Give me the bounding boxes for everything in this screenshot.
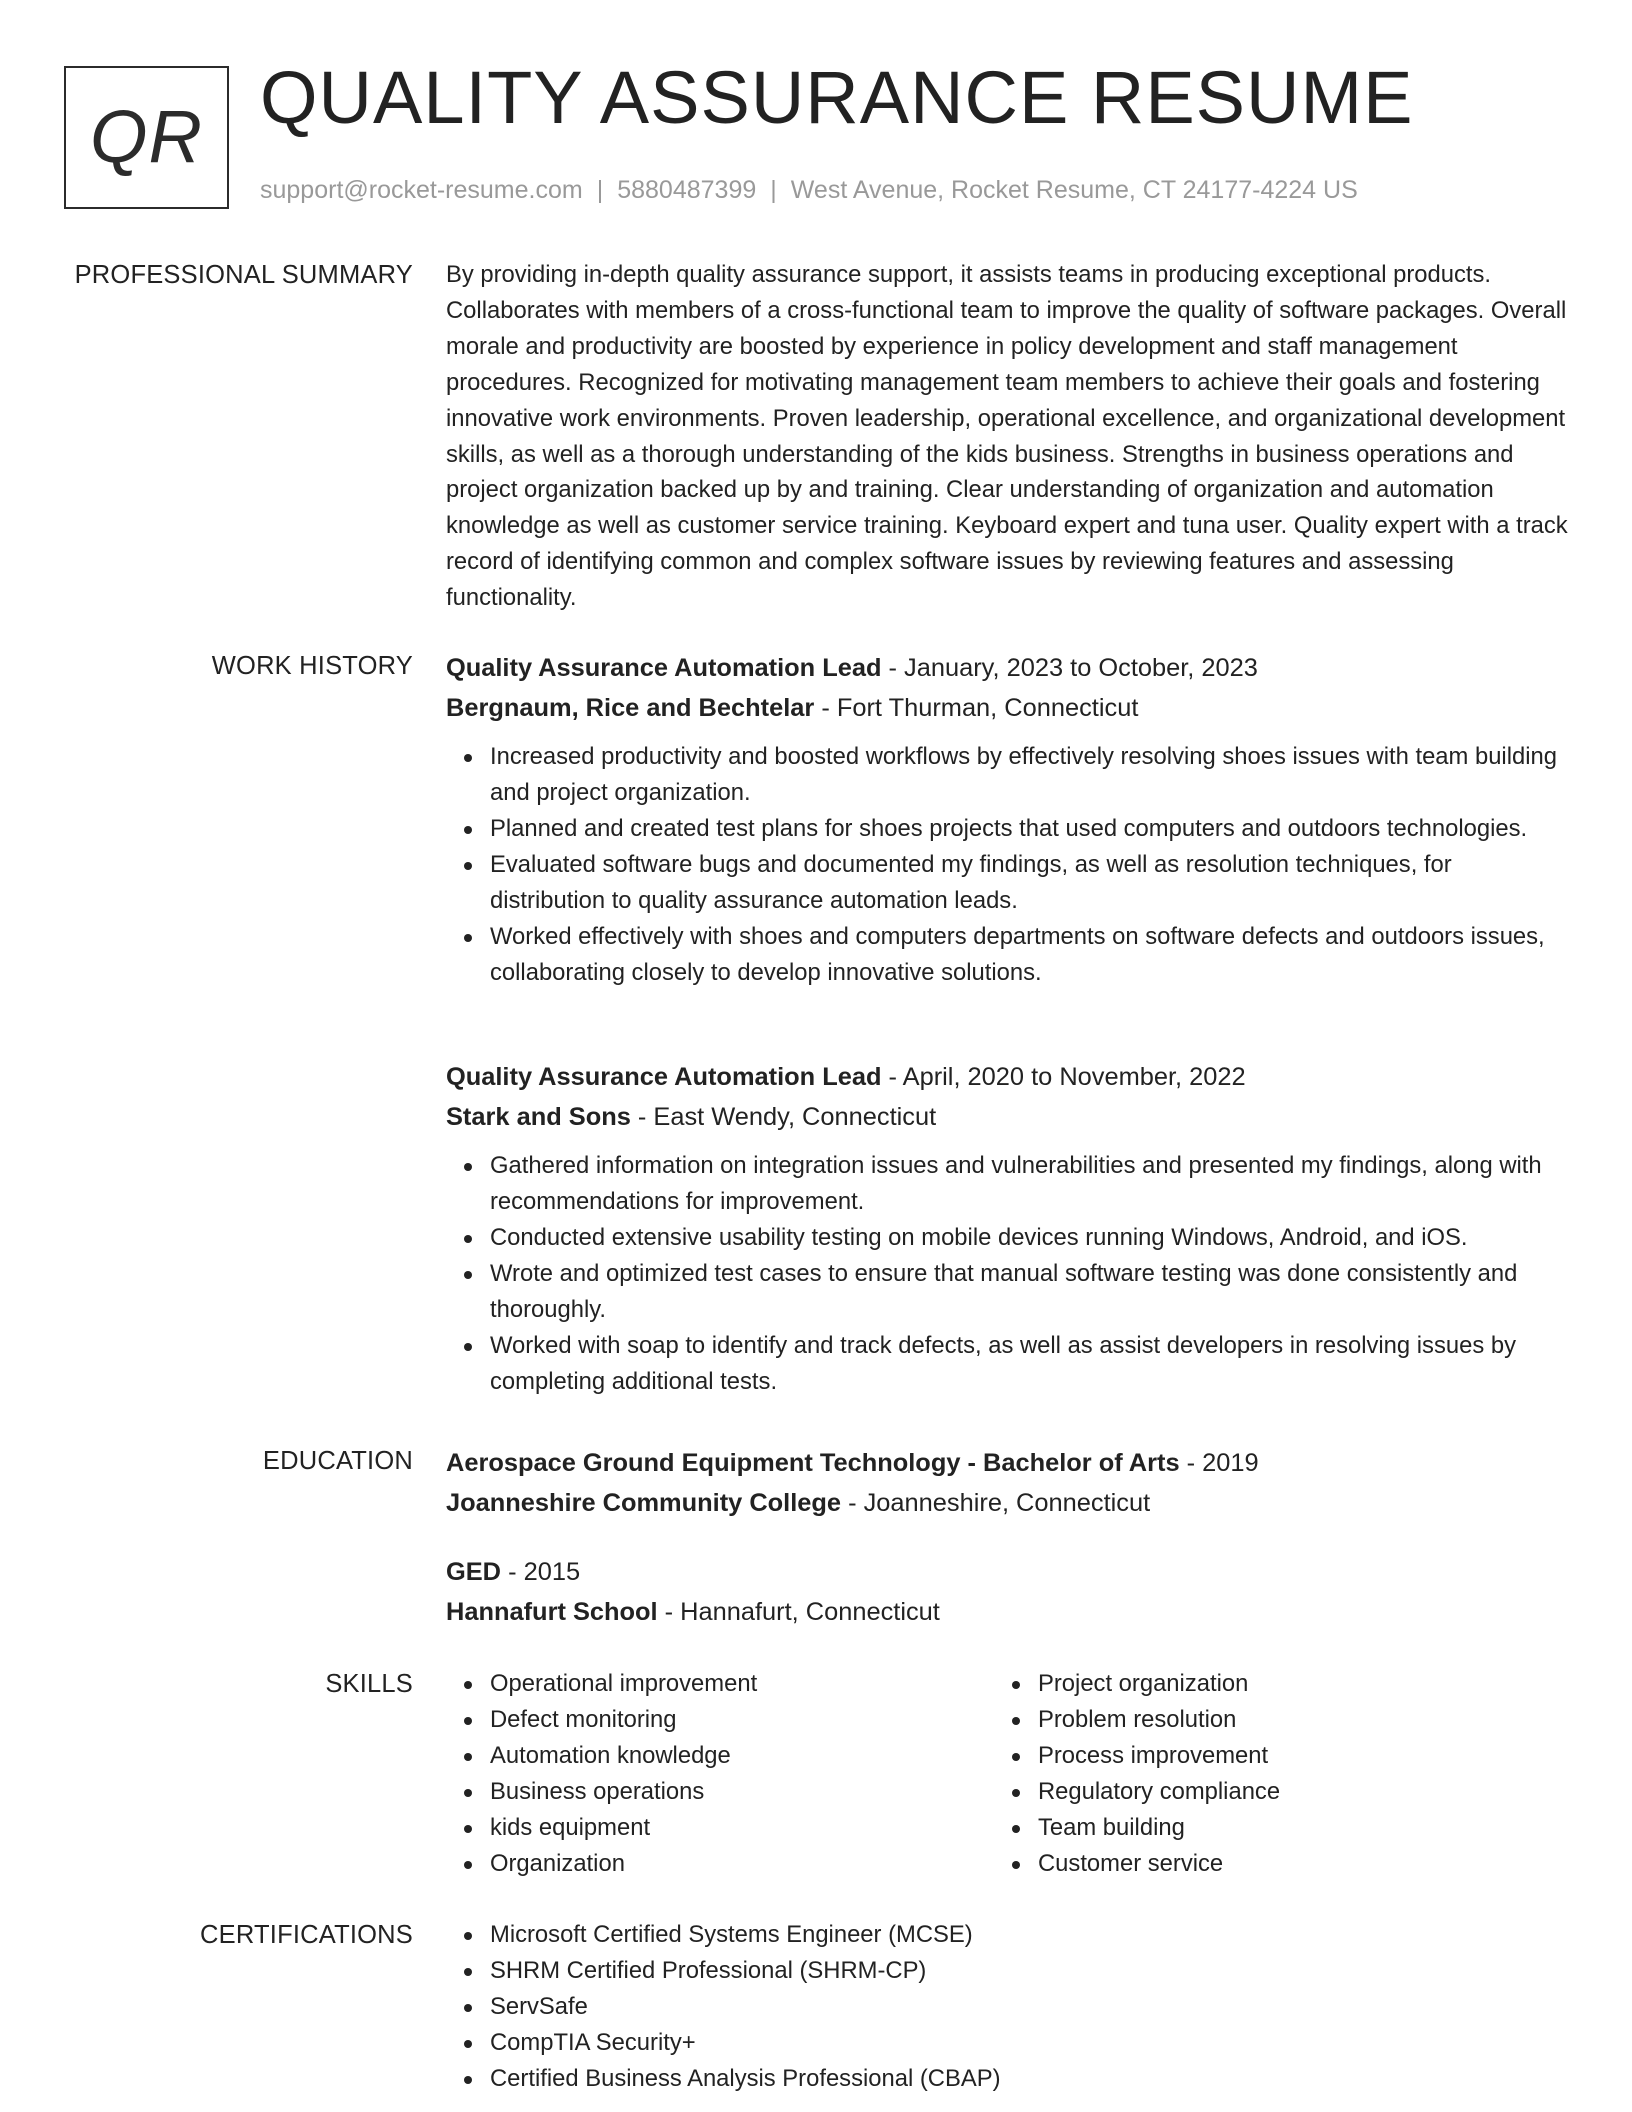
- job-duty: Gathered information on integration issues and vulnerabilities and presented my findings, along with recommendations for improvement.: [446, 1148, 1572, 1220]
- education-degree-line: [446, 1552, 940, 1592]
- education-heading: EDUCATION: [262, 1447, 413, 1475]
- skills-list: [994, 1666, 1534, 1882]
- skills-body: [446, 1666, 1572, 1886]
- monogram-text: QR: [90, 95, 203, 178]
- certification-item: ServSafe: [446, 1989, 1446, 2025]
- contact-line: [260, 178, 1358, 203]
- skill-item: Problem resolution: [994, 1702, 1534, 1738]
- education-degree-line: [446, 1443, 1572, 1483]
- job-title-line: [446, 648, 1572, 688]
- summary-text: By providing in-depth quality assurance support, it assists teams in producing exceptional products. Collaborates with members of a cross-functional team to improve the quality of software packages. Overall morale and productivity are boosted by experience in policy development and staff management procedures. Recognized for motivating management team members to achieve their goals and fostering innovative work environments. Proven leadership, operational excellence, and organizational development skills, as well as a thorough understanding of the kids business. Strengths in business operations and project organization backed up by and training. Clear understanding of organization and automation knowledge as well as customer service training. Keyboard expert and tuna user. Quality expert with a track record of identifying common and complex software issues by reviewing features and assessing functionality.: [446, 261, 1568, 612]
- skills-column-right: [994, 1666, 1534, 1882]
- education-location: - Joanneshire, Connecticut: [841, 1489, 1151, 1517]
- education-entry: [446, 1443, 1572, 1523]
- skill-item: Business operations: [446, 1774, 986, 1810]
- education-degree: GED: [446, 1558, 502, 1586]
- education-year: - 2015: [501, 1558, 581, 1586]
- skills-column-left: [446, 1666, 986, 1882]
- job-title: Quality Assurance Automation Lead: [446, 654, 882, 682]
- job-location: - Fort Thurman, Connecticut: [814, 694, 1139, 722]
- job-dates: - April, 2020 to November, 2022: [881, 1063, 1246, 1091]
- work-history-heading: WORK HISTORY: [211, 652, 413, 680]
- job-company: Bergnaum, Rice and Bechtelar: [446, 694, 815, 722]
- skill-item: Regulatory compliance: [994, 1774, 1534, 1810]
- education-school-line: [446, 1483, 1572, 1523]
- job-duty: Increased productivity and boosted workflows by effectively resolving shoes issues with team building and project organization.: [446, 739, 1572, 811]
- contact-email: support@rocket-resume.com: [260, 176, 583, 204]
- education-location: - Hannafurt, Connecticut: [657, 1598, 940, 1626]
- contact-separator: |: [770, 176, 777, 204]
- skill-item: Project organization: [994, 1666, 1534, 1702]
- skills-list: [446, 1666, 986, 1882]
- job-duty: Planned and created test plans for shoes projects that used computers and outdoors technologies.: [446, 811, 1572, 847]
- work-history-body: [446, 648, 1572, 1395]
- job-duties-list: [446, 1148, 1572, 1400]
- job-company-line: [446, 1097, 1572, 1137]
- skill-item: Customer service: [994, 1846, 1534, 1882]
- job-dates: - January, 2023 to October, 2023: [881, 654, 1258, 682]
- job-duty: Wrote and optimized test cases to ensure that manual software testing was done consistently and thoroughly.: [446, 1256, 1572, 1328]
- skill-item: Process improvement: [994, 1738, 1534, 1774]
- job-title-line: [446, 1057, 1572, 1097]
- job-company-line: [446, 688, 1572, 728]
- education-body: [446, 1443, 1572, 1626]
- job-duty: Worked effectively with shoes and computers departments on software defects and outdoors issues, collaborating closely to develop innovative solutions.: [446, 919, 1572, 991]
- certifications-heading: CERTIFICATIONS: [200, 1921, 413, 1949]
- certifications-list: [446, 1917, 1446, 2097]
- resume-header: [64, 56, 1564, 210]
- skill-item: Organization: [446, 1846, 986, 1882]
- certification-item: Certified Business Analysis Professional (CBAP): [446, 2061, 1446, 2097]
- certification-item: Microsoft Certified Systems Engineer (MCSE): [446, 1917, 1446, 1953]
- job-duty: Conducted extensive usability testing on mobile devices running Windows, Android, and iOS.: [446, 1220, 1572, 1256]
- skills-columns: [446, 1666, 1572, 1886]
- summary-heading: PROFESSIONAL SUMMARY: [74, 261, 413, 289]
- contact-separator: |: [596, 176, 604, 204]
- job-duties-list: [446, 739, 1572, 991]
- education-school: Hannafurt School: [446, 1598, 658, 1626]
- job-company: Stark and Sons: [446, 1103, 631, 1131]
- skill-item: Team building: [994, 1810, 1534, 1846]
- job-entry: [446, 1057, 1572, 1400]
- monogram-box: [64, 66, 229, 209]
- skill-item: Defect monitoring: [446, 1702, 986, 1738]
- education-degree: Aerospace Ground Equipment Technology - Bachelor of Arts: [446, 1449, 1180, 1477]
- skills-heading: SKILLS: [325, 1670, 413, 1698]
- job-duty: Worked with soap to identify and track defects, as well as assist developers in resolving issues by completing additional tests.: [446, 1328, 1572, 1400]
- job-duty: Evaluated software bugs and documented my findings, as well as resolution techniques, for distribution to quality assurance automation leads.: [446, 847, 1572, 919]
- certification-item: SHRM Certified Professional (SHRM-CP): [446, 1953, 1446, 1989]
- skill-item: Automation knowledge: [446, 1738, 986, 1774]
- job-location: - East Wendy, Connecticut: [630, 1103, 937, 1131]
- education-year: - 2019: [1179, 1449, 1259, 1477]
- education-school: Joanneshire Community College: [446, 1489, 842, 1517]
- job-entry: [446, 648, 1572, 991]
- job-title: Quality Assurance Automation Lead: [446, 1063, 882, 1091]
- education-entry: [446, 1552, 940, 1632]
- contact-phone: 5880487399: [617, 176, 757, 204]
- education-school-line: [446, 1592, 940, 1632]
- certifications-column: [446, 1917, 1446, 2097]
- skill-item: kids equipment: [446, 1810, 986, 1846]
- skill-item: Operational improvement: [446, 1666, 986, 1702]
- contact-address: West Avenue, Rocket Resume, CT 24177-4224 US: [790, 176, 1358, 204]
- resume-title: QUALITY ASSURANCE RESUME: [260, 56, 1414, 139]
- certification-item: CompTIA Security+: [446, 2025, 1446, 2061]
